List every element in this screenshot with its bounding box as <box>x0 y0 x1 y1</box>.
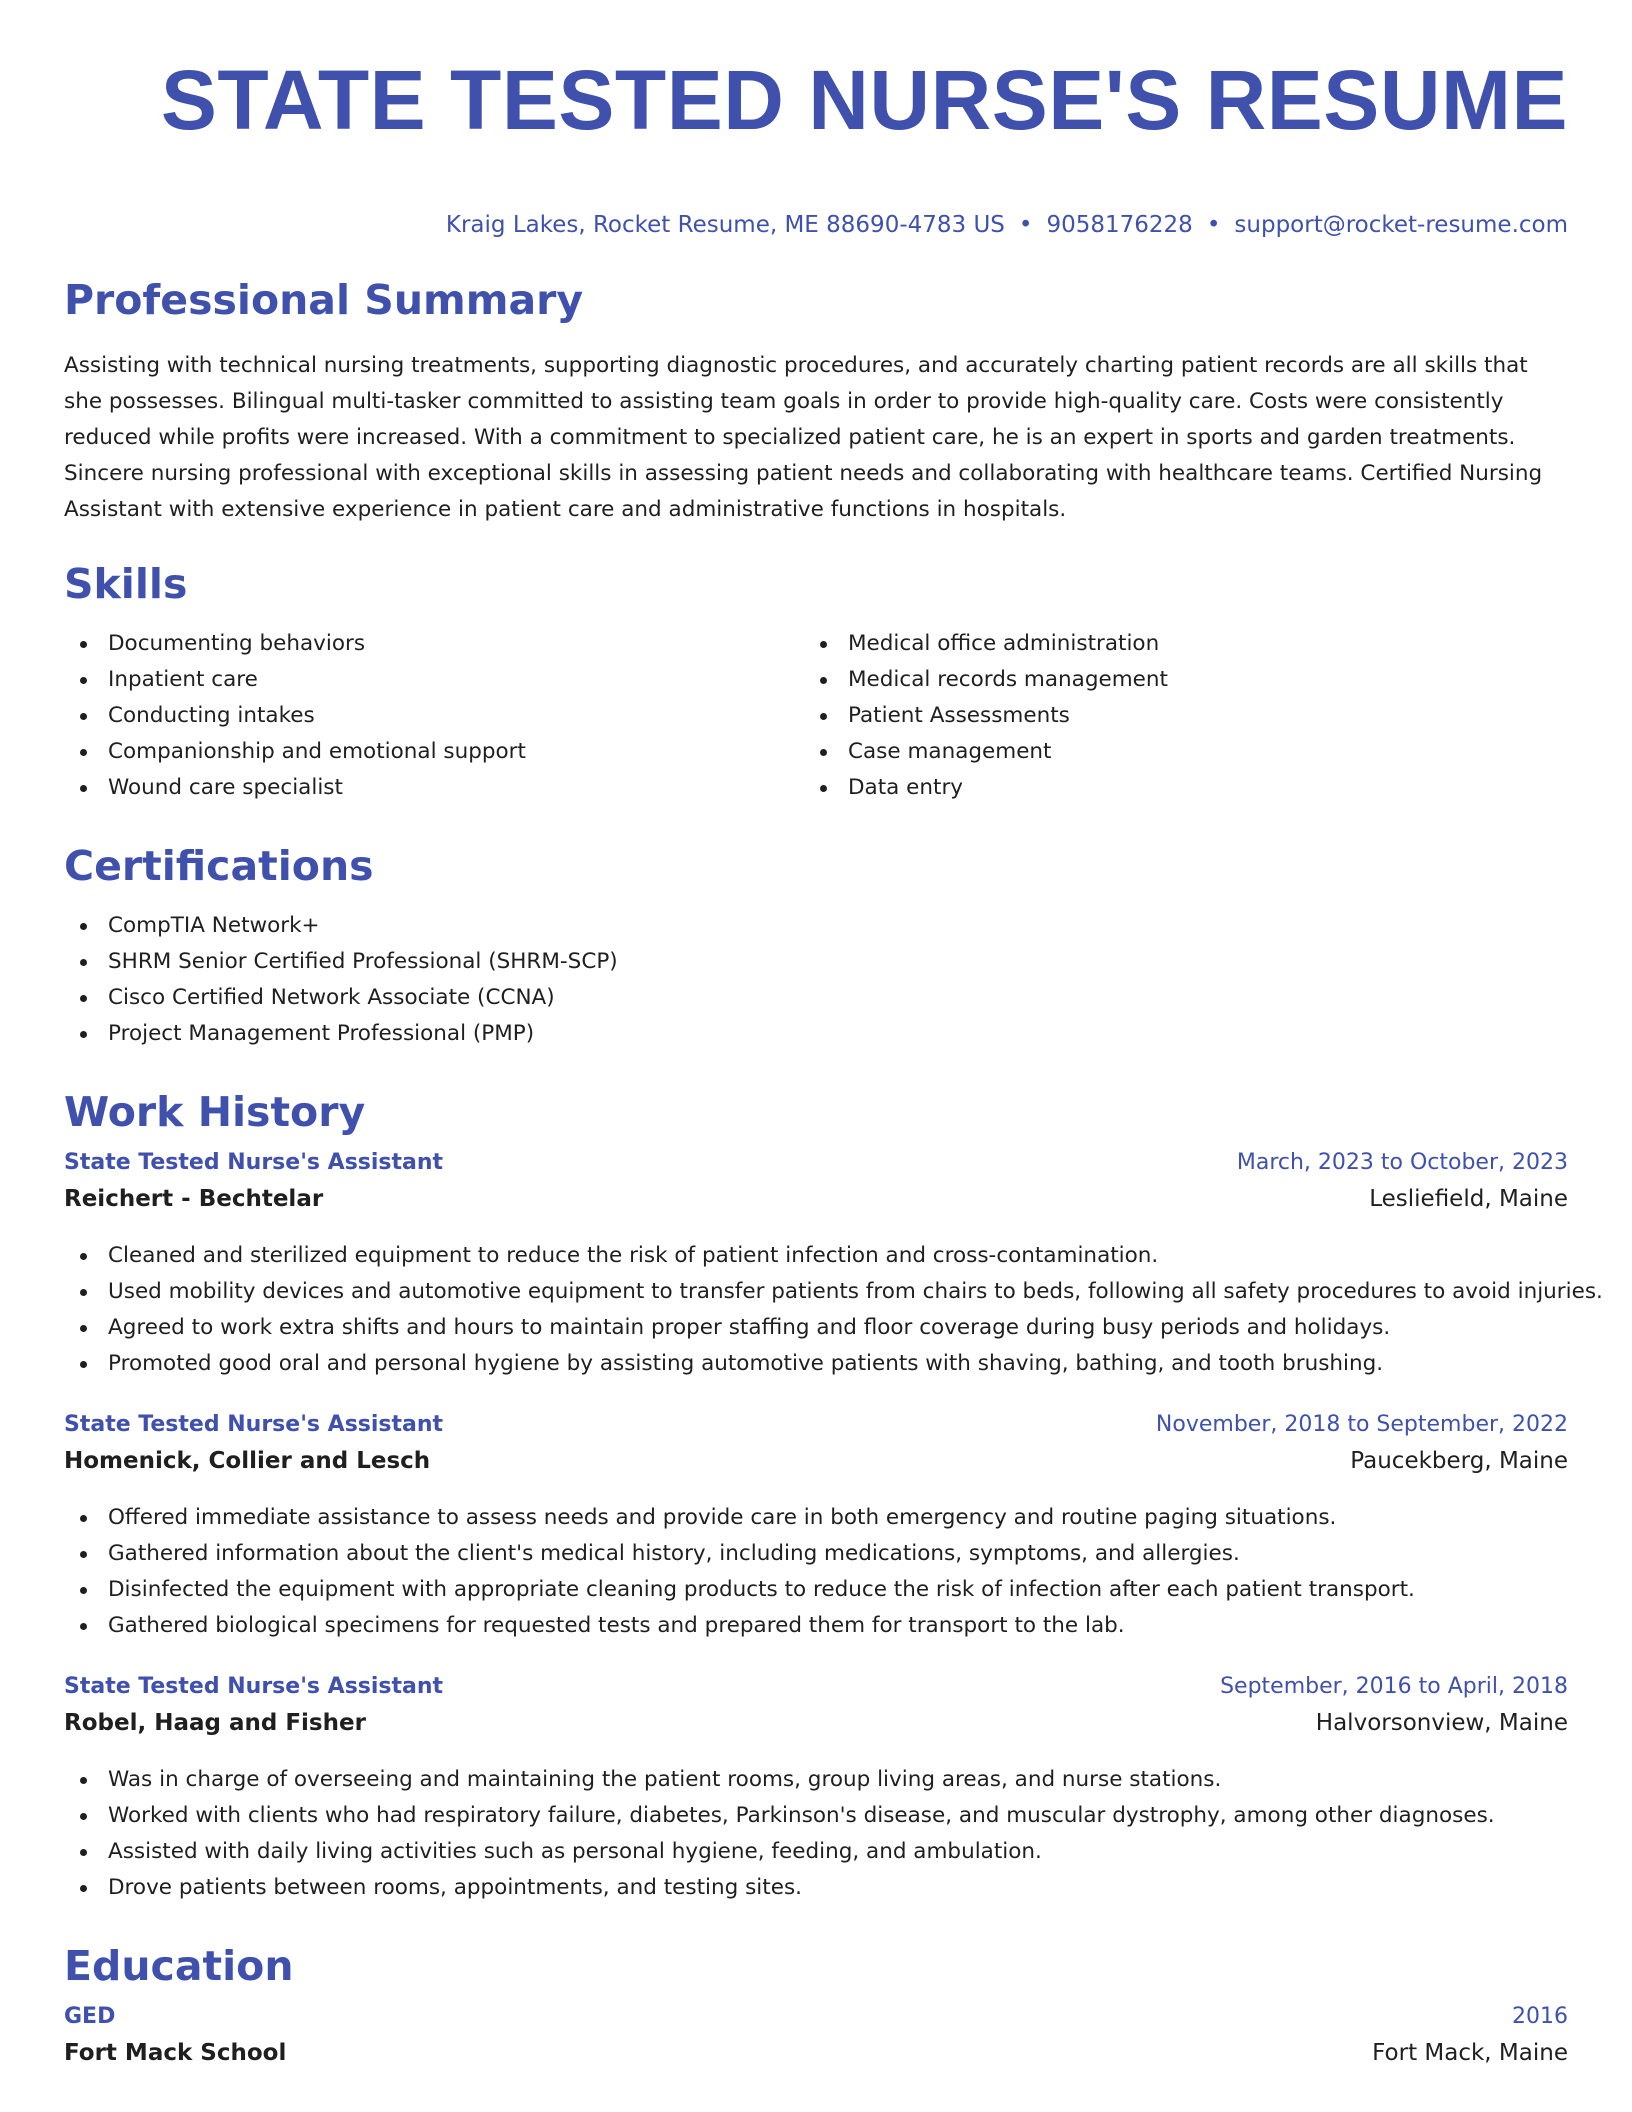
job-bullet: Promoted good oral and personal hygiene by assisting automotive patients with shaving, bathing, and tooth brushing. <box>64 1346 1568 1382</box>
job-bullet: Assisted with daily living activities such as personal hygiene, feeding, and ambulation. <box>64 1834 1568 1870</box>
job-bullets <box>64 1762 1568 1906</box>
education-year: 2016 <box>1512 2004 1568 2029</box>
job-bullets <box>64 1500 1568 1644</box>
skills-list-right <box>804 626 1544 806</box>
job-bullet: Used mobility devices and automotive equipment to transfer patients from chairs to beds, following all safety procedures to avoid injuries. <box>64 1274 1568 1310</box>
job-bullet: Worked with clients who had respiratory failure, diabetes, Parkinson's disease, and muscular dystrophy, among other diagnoses. <box>64 1798 1568 1834</box>
job-employer: Reichert - Bechtelar <box>64 1186 324 1212</box>
resume-header <box>64 50 1568 238</box>
skill-item: Data entry <box>804 770 1544 806</box>
resume-title: STATE TESTED NURSE'S RESUME <box>160 53 1568 147</box>
contact-separator: • <box>1018 212 1033 238</box>
job-title-row <box>64 1150 1568 1186</box>
job-employer: Robel, Haag and Fisher <box>64 1710 366 1736</box>
skill-item: Documenting behaviors <box>64 626 804 662</box>
certification-item: Project Management Professional (PMP) <box>64 1016 1568 1052</box>
contact-email[interactable]: support@rocket-resume.com <box>1234 212 1568 238</box>
skill-item: Inpatient care <box>64 662 804 698</box>
skills-section <box>64 558 1568 806</box>
work-history-section <box>64 1086 1603 1906</box>
work-history-heading: Work History <box>64 1088 366 1136</box>
skill-item: Medical office administration <box>804 626 1544 662</box>
skill-item: Case management <box>804 734 1544 770</box>
job-title: State Tested Nurse's Assistant <box>64 1674 444 1699</box>
contact-separator: • <box>1206 212 1221 238</box>
job-bullet: Gathered information about the client's medical history, including medications, symptoms, and allergies. <box>64 1536 1568 1572</box>
job-employer-row <box>64 1448 1568 1488</box>
skills-grid <box>64 626 1568 806</box>
certification-item: Cisco Certified Network Associate (CCNA) <box>64 980 1568 1016</box>
contact-address: Kraig Lakes, Rocket Resume, ME 88690-4783 US <box>445 212 1005 238</box>
education-school-row <box>64 2040 1568 2080</box>
education-section <box>64 1940 1568 2080</box>
job-entry <box>64 1412 1568 1644</box>
skill-item: Conducting intakes <box>64 698 804 734</box>
job-title-row <box>64 1674 1568 1710</box>
education-school: Fort Mack School <box>64 2040 287 2066</box>
job-dates: March, 2023 to October, 2023 <box>1236 1150 1568 1175</box>
job-location: Paucekberg, Maine <box>1350 1448 1568 1474</box>
certifications-list <box>64 908 1568 1052</box>
contact-line <box>64 212 1568 238</box>
job-location: Lesliefield, Maine <box>1369 1186 1568 1212</box>
summary-text: Assisting with technical nursing treatments, supporting diagnostic procedures, and accurately charting patient records are all skills that she possesses. Bilingual multi-tasker committed to assisting team goals in order to provide high-quality care. Costs were consistently reduced while profits were increased. With a commitment to specialized patient care, he is an expert in sports and garden treatments. Sincere nursing professional with exceptional skills in assessing patient needs and collaborating with healthcare teams. Certified Nursing Assistant with extensive experience in patient care and administrative functions in hospitals. <box>64 353 1543 522</box>
job-bullet: Offered immediate assistance to assess needs and provide care in both emergency and routine paging situations. <box>64 1500 1568 1536</box>
skills-list-left <box>64 626 804 806</box>
skill-item: Wound care specialist <box>64 770 804 806</box>
certification-item: SHRM Senior Certified Professional (SHRM-SCP) <box>64 944 1568 980</box>
education-heading: Education <box>64 1942 294 1990</box>
education-entry <box>64 2004 1568 2080</box>
job-employer: Homenick, Collier and Lesch <box>64 1448 431 1474</box>
job-title: State Tested Nurse's Assistant <box>64 1150 444 1175</box>
job-bullet: Was in charge of overseeing and maintaining the patient rooms, group living areas, and nurse stations. <box>64 1762 1568 1798</box>
job-dates: September, 2016 to April, 2018 <box>1220 1674 1568 1699</box>
job-bullet: Cleaned and sterilized equipment to reduce the risk of patient infection and cross-contamination. <box>64 1238 1568 1274</box>
skills-heading: Skills <box>64 560 188 608</box>
summary-heading: Professional Summary <box>64 276 584 324</box>
job-bullet: Disinfected the equipment with appropriate cleaning products to reduce the risk of infection after each patient transport. <box>64 1572 1568 1608</box>
job-employer-row <box>64 1186 1568 1226</box>
certifications-section <box>64 840 1568 1052</box>
job-location: Halvorsonview, Maine <box>1315 1710 1568 1736</box>
summary-section <box>64 274 1568 528</box>
education-degree-row <box>64 2004 1568 2040</box>
job-bullet: Drove patients between rooms, appointments, and testing sites. <box>64 1870 1568 1906</box>
job-entry <box>64 1150 1603 1382</box>
education-location: Fort Mack, Maine <box>1372 2040 1568 2066</box>
job-bullet: Agreed to work extra shifts and hours to maintain proper staffing and floor coverage during busy periods and holidays. <box>64 1310 1568 1346</box>
job-bullet: Gathered biological specimens for requested tests and prepared them for transport to the lab. <box>64 1608 1568 1644</box>
skill-item: Patient Assessments <box>804 698 1544 734</box>
job-title: State Tested Nurse's Assistant <box>64 1412 444 1437</box>
job-entry <box>64 1674 1568 1906</box>
job-title-row <box>64 1412 1568 1448</box>
job-employer-row <box>64 1710 1568 1750</box>
job-dates: November, 2018 to September, 2022 <box>1155 1412 1568 1437</box>
job-bullets <box>64 1238 1603 1382</box>
certifications-heading: Certifications <box>64 842 374 890</box>
skill-item: Medical records management <box>804 662 1544 698</box>
education-degree: GED <box>64 2004 116 2029</box>
skill-item: Companionship and emotional support <box>64 734 804 770</box>
contact-phone[interactable]: 9058176228 <box>1046 212 1193 238</box>
certification-item: CompTIA Network+ <box>64 908 1568 944</box>
